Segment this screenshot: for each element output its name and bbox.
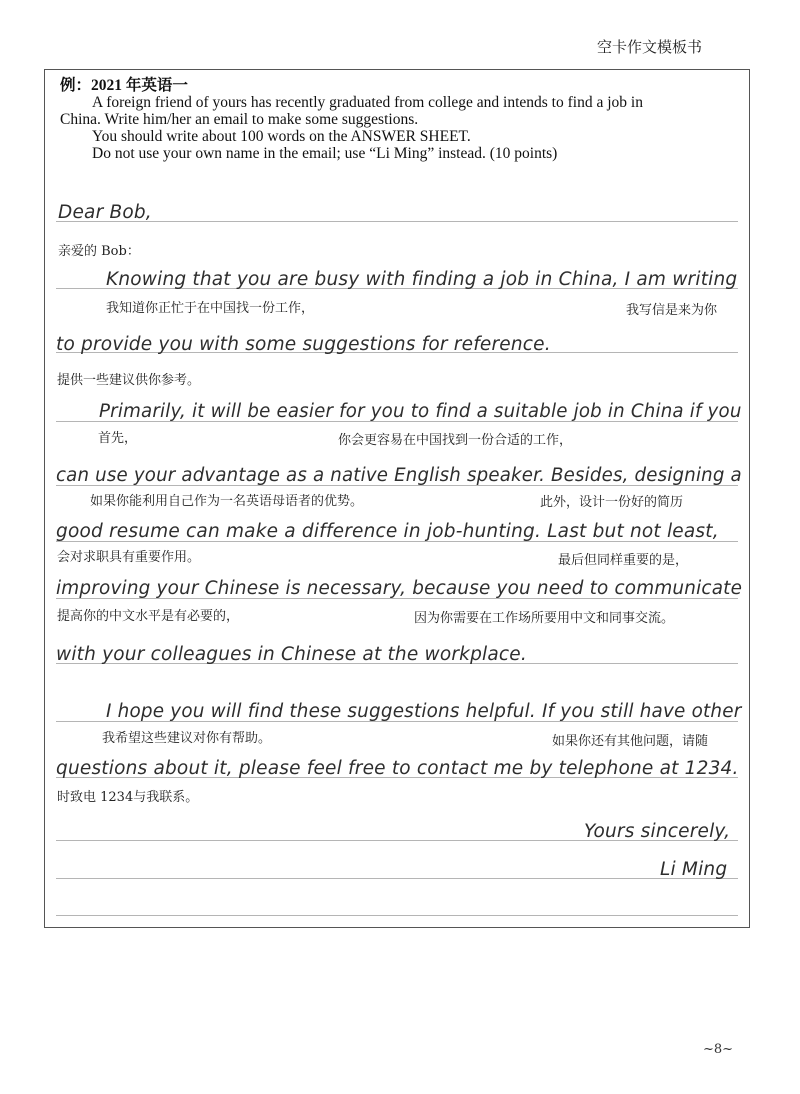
closing: Yours sincerely, (584, 821, 731, 842)
translation: 提高你的中文水平是有必要的， (57, 609, 240, 624)
book-title: 空卡作文模板书 (596, 38, 702, 56)
translation: 此外，设计一份好的简历 (540, 495, 684, 510)
prompt-line: You should write about 100 words on the ANSWER SHEET. (92, 128, 471, 145)
essay-line: Knowing that you are busy with finding a job in China, I am writing (106, 269, 738, 290)
writing-rule (56, 221, 738, 222)
salutation: Dear Bob, (58, 202, 152, 223)
translation: 时致电 1234与我联系。 (57, 790, 199, 805)
essay-line: can use your advantage as a native English speaker. Besides, designing a (56, 465, 742, 486)
example-label: 例： (60, 77, 92, 94)
translation: 如果你还有其他问题，请随 (552, 734, 709, 749)
essay-line: with your colleagues in Chinese at the workplace. (56, 644, 527, 665)
translation: 如果你能利用自己作为一名英语母语者的优势。 (90, 494, 364, 509)
translation: 我写信是来为你 (626, 303, 718, 318)
signature: Li Ming (660, 859, 728, 880)
translation: 会对求职具有重要作用。 (57, 550, 201, 565)
writing-rule (56, 915, 738, 916)
exam-source: 2021 年英语一 (91, 77, 188, 94)
essay-line: questions about it, please feel free to contact me by telephone at 1234. (56, 758, 739, 779)
translation: 因为你需要在工作场所要用中文和同事交流。 (414, 611, 675, 626)
essay-line: to provide you with some suggestions for reference. (56, 334, 551, 355)
translation: 我希望这些建议对你有帮助。 (102, 731, 272, 746)
salutation-translation: 亲爱的 Bob： (58, 244, 140, 259)
prompt-line: China. Write him/her an email to make some suggestions. (60, 111, 419, 128)
prompt-line: A foreign friend of yours has recently graduated from college and intends to find a job in (92, 94, 643, 111)
essay-line: good resume can make a difference in job-hunting. Last but not least, (56, 521, 719, 542)
question-prompt (60, 77, 750, 162)
translation: 你会更容易在中国找到一份合适的工作， (338, 433, 573, 448)
writing-rule (56, 878, 738, 879)
essay-line: I hope you will find these suggestions helpful. If you still have other (106, 701, 742, 722)
translation: 提供一些建议供你参考。 (57, 373, 201, 388)
translation: 我知道你正忙于在中国找一份工作， (106, 301, 315, 316)
translation: 首先， (98, 431, 138, 446)
essay-line: Primarily, it will be easier for you to find a suitable job in China if you (99, 401, 742, 422)
page-number: ~8~ (703, 1042, 734, 1057)
prompt-line: Do not use your own name in the email; use “Li Ming” instead. (10 points) (92, 145, 558, 162)
translation: 最后但同样重要的是， (558, 553, 689, 568)
essay-line: improving your Chinese is necessary, because you need to communicate (56, 578, 743, 599)
